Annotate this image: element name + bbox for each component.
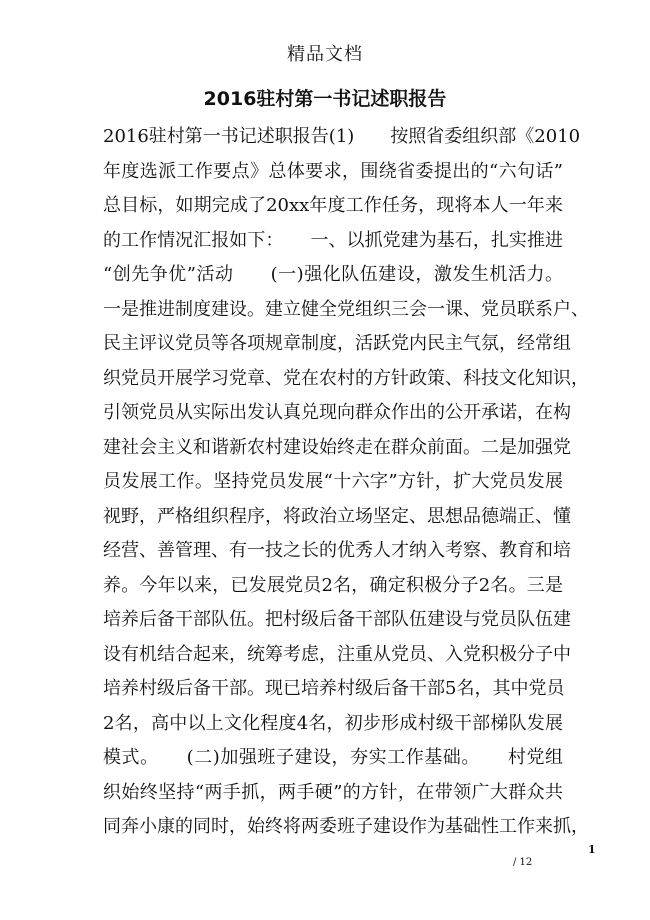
body-line: 培养村级后备干部。现已培养村级后备干部5名，其中党员 [103,678,565,699]
body-line: 年度选派工作要点》总体要求，围绕省委提出的“六句话” [103,160,563,182]
body-line: 养。今年以来，已发展党员2名，确定积极分子2名。三是 [103,574,563,596]
body-line: 民主评议党员等各项规章制度，活跃党内民主气氛，经常组 [103,333,571,354]
body-line: 引领党员从实际出发认真兑现向群众作出的公开承诺，在构 [103,402,571,423]
body-line: 总目标，如期完成了20xx年度工作任务，现将本人一年来 [103,195,563,216]
page-total: / 12 [513,857,533,868]
body-line: 建社会主义和谐新农村建设始终走在群众前面。二是加强党 [103,436,571,458]
body-line: 培养后备干部队伍。把村级后备干部队伍建设与党员队伍建 [103,609,571,630]
body-line: 模式。 (二)加强班子建设，夯实工作基础。 村党组 [103,747,563,768]
body-line: 织始终坚持“两手抓，两手硬”的方针，在带领广大群众共 [103,781,563,803]
body-line: 一是推进制度建设。建立健全党组织三会一课、党员联系户、 [103,298,589,320]
body-line: “创先争优”活动 (一)强化队伍建设，激发生机活力。 [103,264,563,285]
body-line: 设有机结合起来，统筹考虑，注重从党员、入党积极分子中 [103,643,571,665]
page-number: 1 [588,843,596,856]
body-line: 2016驻村第一书记述职报告(1) 按照省委组织部《2010 [103,126,581,147]
body-line: 织党员开展学习党章、党在农村的方针政策、科技文化知识， [103,367,589,389]
body-line: 员发展工作。坚持党员发展“十六字”方针，扩大党员发展 [103,471,563,492]
body-line: 的工作情况汇报如下： 一、以抓党建为基石，扎实推进 [103,229,563,251]
document-title: 2016驻村第一书记述职报告 [203,88,447,110]
document-body [103,120,589,845]
body-line: 经营、善管理、有一技之长的优秀人才纳入考察、教育和培 [103,540,571,561]
body-line: 视野，严格组织程序，将政治立场坚定、思想品德端正、懂 [103,505,571,527]
page-header: 精品文档 [287,44,363,65]
body-line: 同奔小康的同时，始终将两委班子建设作为基础性工作来抓， [103,816,589,837]
body-line: 2名，高中以上文化程度4名，初步形成村级干部梯队发展 [103,712,563,734]
